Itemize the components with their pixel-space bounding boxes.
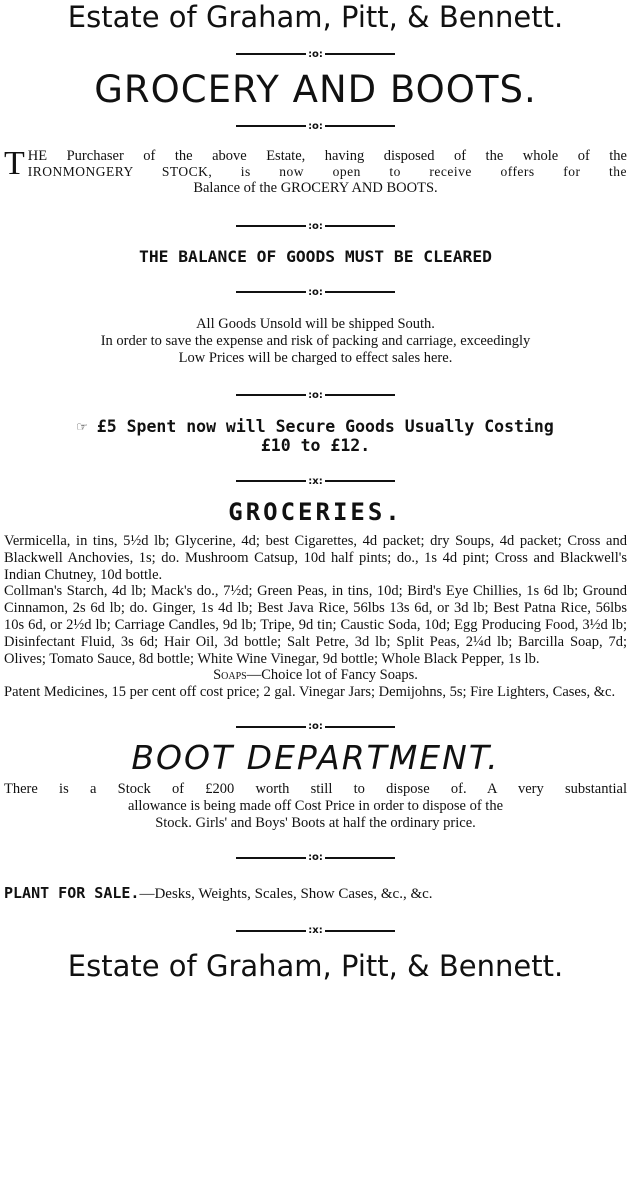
groceries-heading: GROCERIES. xyxy=(228,498,403,526)
balance-heading: THE BALANCE OF GOODS MUST BE CLEARED xyxy=(139,247,492,266)
drop-cap: T xyxy=(4,145,25,182)
divider: :o: xyxy=(4,719,627,735)
boot-department-heading: BOOT DEPARTMENT. xyxy=(131,737,500,777)
plant-for-sale xyxy=(4,884,627,903)
divider: :o: xyxy=(4,850,627,866)
soaps-line: Soaps—Choice lot of Fancy Soaps. xyxy=(213,667,418,684)
divider: :o: xyxy=(4,218,627,234)
groceries-paragraph-2: Collman's Starch, 4d lb; Mack's do., 7½d; Green Peas, in tins, 10d; Bird's Eye Chillies, 1s 6d lb; Ground Cinnamon, 2s 6d lb; do. Ginger, 1s 4d lb; Best Java Rice, 56lbs 13s 6d, or 3d lb; Best Patna Rice, 56lbs 10s 6d, or 2½d lb; Carriage Candles, 9d lb; Tripe, 9d tin; Caustic Soda, 10d; Egg Producing Food, 3½d lb; Disinfectant Fluid, 3s 6d; Hair Oil, 3d bottle; Salt Petre, 3d lb; Split Peas, 2¼d lb; Barcilla Soap, 7d; Olives; Tomato Sauce, 8d bottle; White Wine Vinegar, 9d bottle; Whole Black Pepper, 1s lb. xyxy=(4,583,627,667)
boot-line-2: allowance is being made off Cost Price in order to dispose of the xyxy=(127,797,504,814)
groceries-paragraph-1: Vermicella, in tins, 5½d lb; Glycerine, 4d; best Cigarettes, 4d packet; dry Soups, 4d packet; Cross and Blackwell Anchovies, 1s; do. Mushroom Catsup, 10d half pints; do., 1s 4d pint; Cross and Blackwell's Indian Chutney, 10d bottle. xyxy=(4,533,627,583)
footer-title: Estate of Graham, Pitt, & Bennett. xyxy=(67,948,564,983)
intro-paragraph xyxy=(4,145,627,196)
groceries-paragraph-3: Patent Medicines, 15 per cent off cost price; 2 gal. Vinegar Jars; Demijohns, 5s; Fire Lighters, Cases, &c. xyxy=(4,684,616,701)
intro-line-1: HE Purchaser of the above Estate, having disposed of the whole of the xyxy=(27,148,627,164)
offer-line-2: £10 to £12. xyxy=(260,436,371,455)
divider: :o: xyxy=(4,46,627,62)
shipping-line-3: Low Prices will be charged to effect sales here. xyxy=(178,350,453,366)
shipping-line-1: All Goods Unsold will be shipped South. xyxy=(196,316,435,332)
shipping-line-2: In order to save the expense and risk of packing and carriage, exceedingly xyxy=(100,333,531,349)
soaps-label: Soaps xyxy=(213,667,247,684)
divider: :o: xyxy=(4,387,627,403)
groceries-list xyxy=(4,533,627,701)
boot-department-text xyxy=(4,781,627,832)
shipping-notice xyxy=(4,316,627,367)
boot-line-3: Stock. Girls' and Boys' Boots at half the ordinary price. xyxy=(155,814,476,831)
plant-label: PLANT FOR SALE. xyxy=(4,883,140,902)
divider: :x: xyxy=(4,473,627,489)
boot-line-1: There is a Stock of £200 worth still to dispose of. A very substantial xyxy=(4,780,627,797)
header-title: Estate of Graham, Pitt, & Bennett. xyxy=(67,0,564,34)
divider: :o: xyxy=(4,284,627,300)
headline: GROCERY AND BOOTS. xyxy=(94,68,537,111)
plant-items: —Desks, Weights, Scales, Show Cases, &c., &c. xyxy=(139,885,433,902)
divider: :x: xyxy=(4,923,627,939)
intro-line-2: IRONMONGERY STOCK, is now open to receive offers for the xyxy=(27,164,627,179)
offer-notice xyxy=(4,417,627,455)
offer-line-1: ☞ £5 Spent now will Secure Goods Usually Costing xyxy=(77,417,554,436)
intro-line-3: Balance of the GROCERY AND BOOTS. xyxy=(193,180,438,196)
pointing-hand-icon: ☞ xyxy=(77,417,87,436)
divider: :o: xyxy=(4,118,627,134)
